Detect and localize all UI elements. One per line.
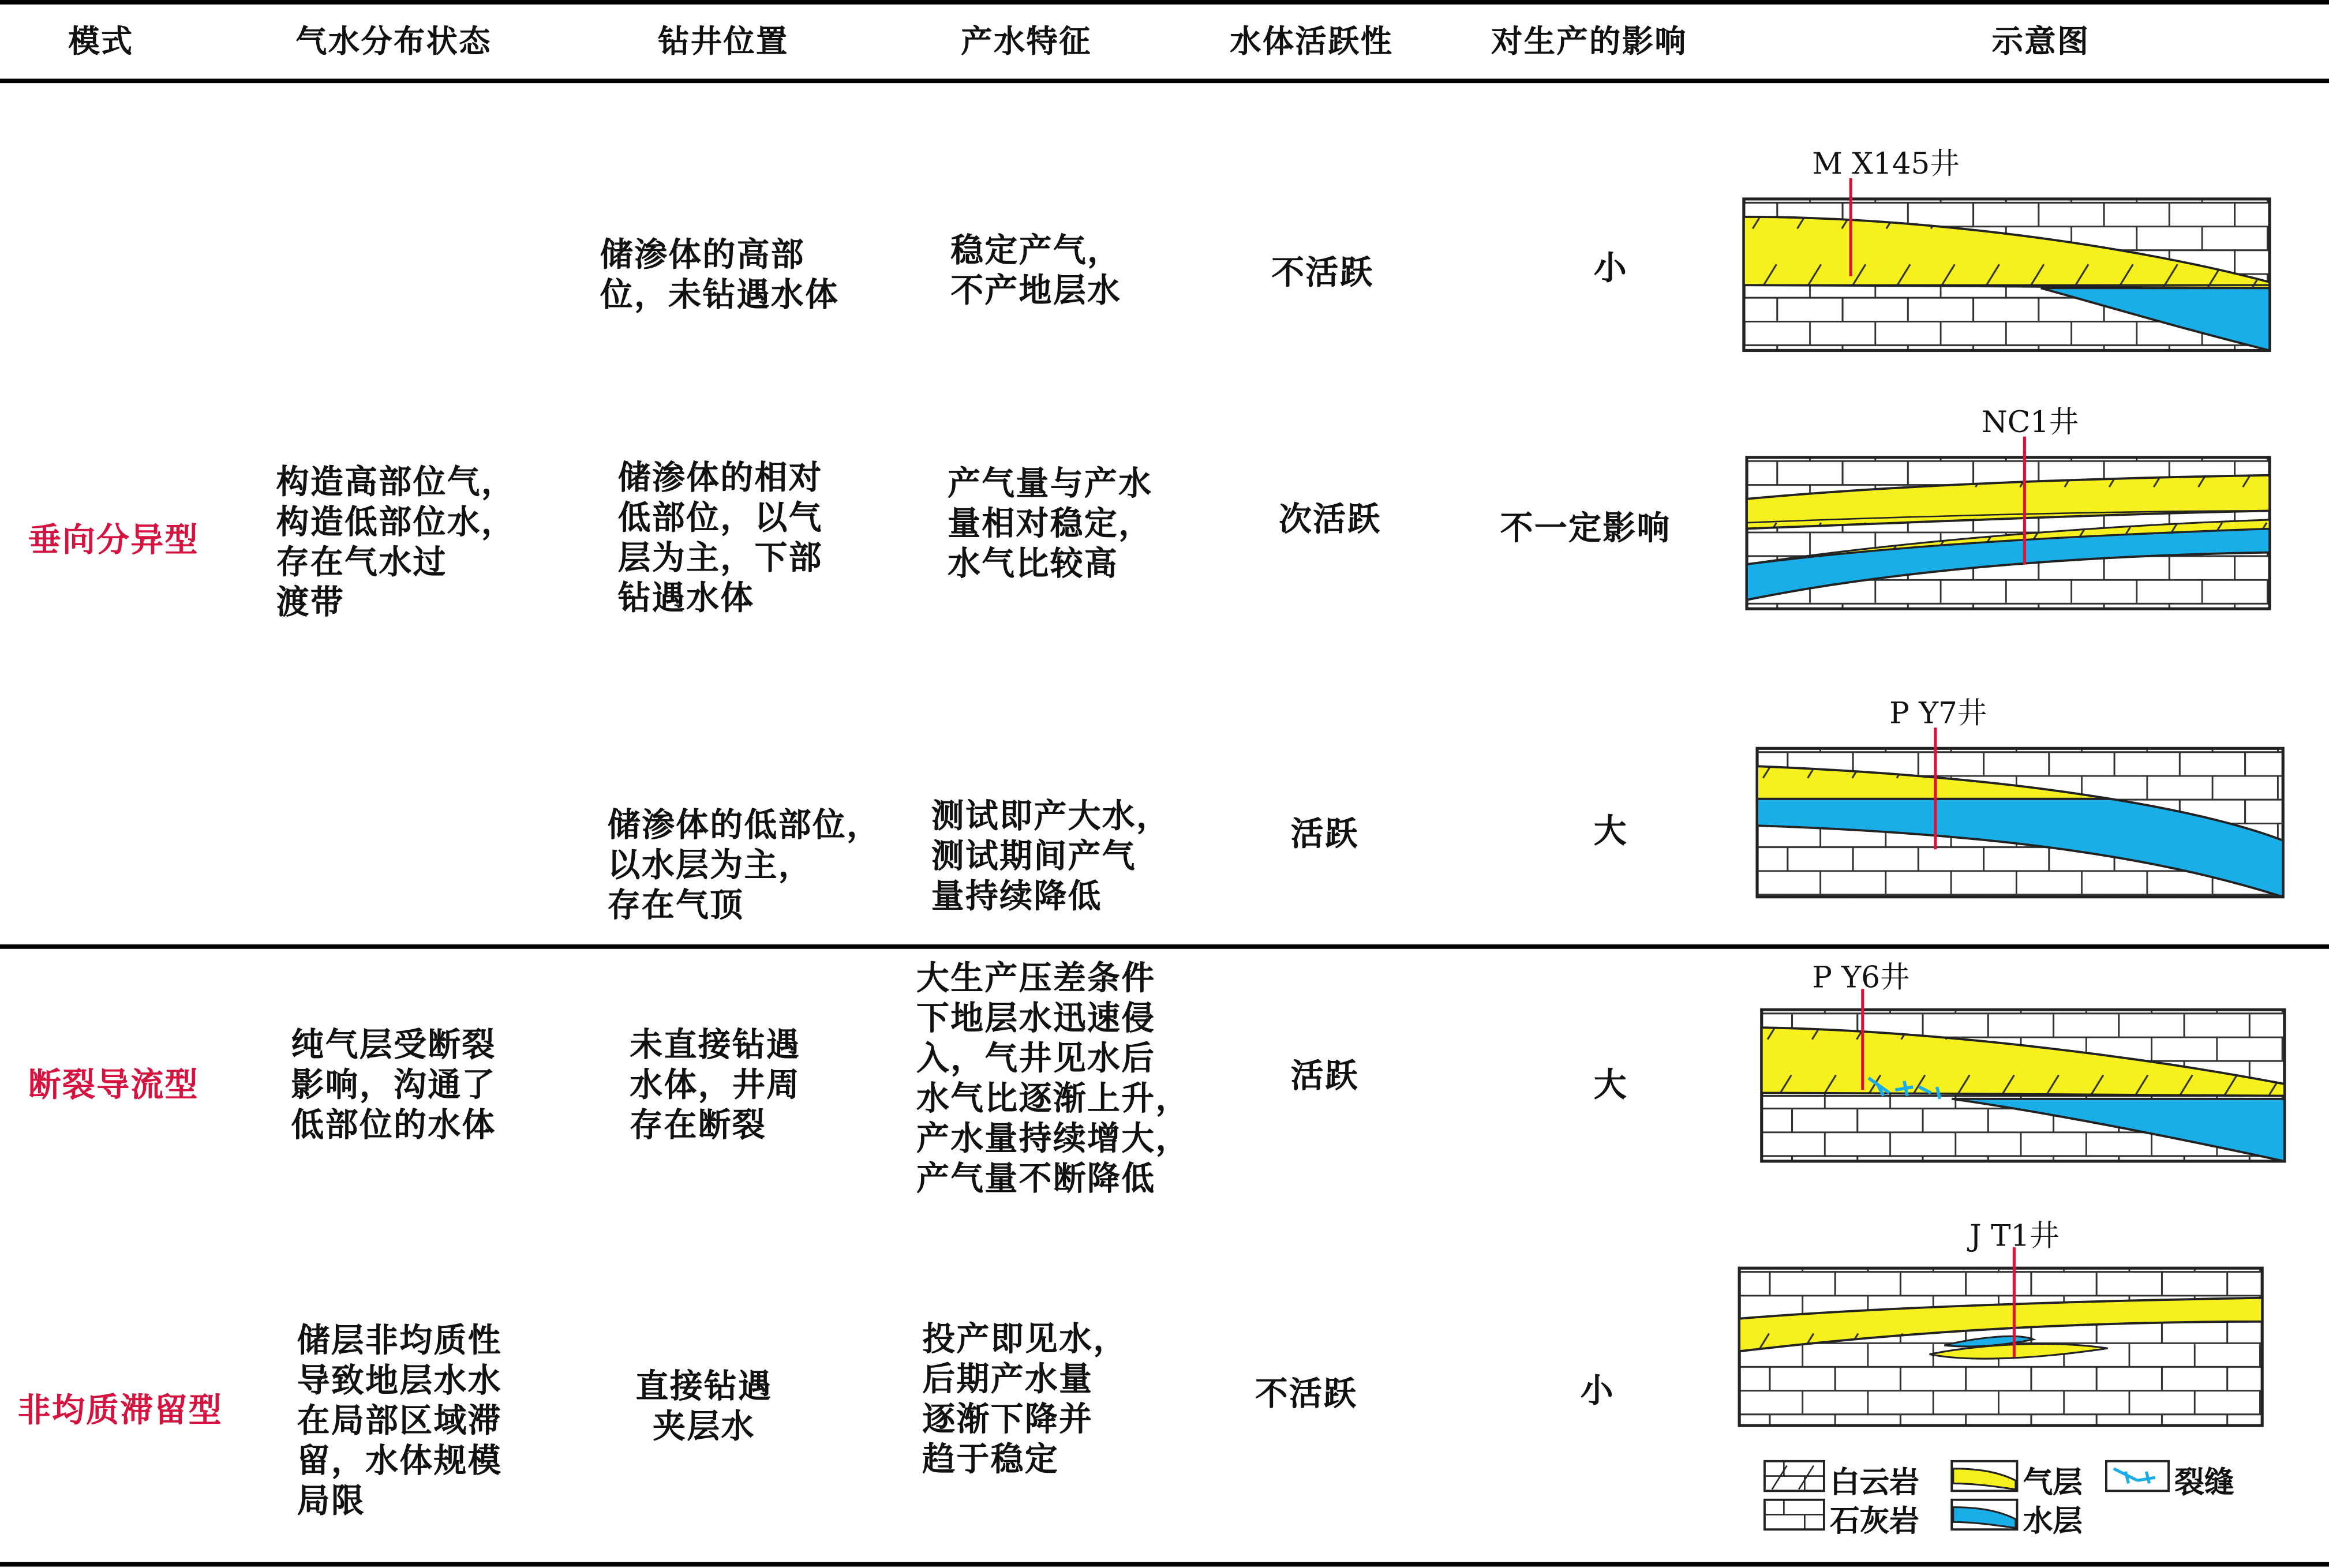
impact-1a: 小 (1593, 251, 1628, 288)
impact-1c: 大 (1593, 813, 1628, 851)
legend-limestone-swatch (1763, 1498, 1825, 1531)
header-impact: 对生产的影响 (1491, 24, 1688, 59)
well-position-heterogeneous: 直接钻遇 夹层水 (635, 1369, 773, 1447)
legend-fracture-swatch (2105, 1460, 2170, 1492)
activity-fault: 活跃 (1290, 1059, 1360, 1096)
mode-heterogeneous-retention: 非均质滞留型 (17, 1393, 223, 1430)
well-label-py6: P Y6井 (1812, 959, 1910, 995)
well-position-1a: 储渗体的高部 位，未钻遇水体 (600, 237, 840, 315)
legend-dolomite-swatch (1763, 1460, 1825, 1492)
well-position-1b: 储渗体的相对 低部位，以气 层为主，下部 钻遇水体 (617, 460, 823, 618)
well-position-fault: 未直接钻遇 水体，井周 存在断裂 (630, 1027, 801, 1145)
diagram-mx145 (1744, 178, 2272, 357)
activity-heterogeneous: 不活跃 (1255, 1376, 1358, 1414)
header-rule (0, 78, 2329, 83)
well-position-1c: 储渗体的低部位， 以水层为主， 存在气顶 (607, 808, 881, 925)
diagram-py6 (1759, 989, 2287, 1167)
well-label-mx145: M X145井 (1812, 145, 1960, 182)
diagram-jt1 (1736, 1247, 2268, 1431)
header-diagram: 示意图 (1991, 24, 2090, 59)
legend-gas-label: 气层 (2023, 1464, 2083, 1500)
impact-1b: 不一定影响 (1500, 511, 1671, 548)
header-mode: 模式 (68, 24, 134, 59)
diagram-py7 (1754, 727, 2286, 906)
legend-water-swatch (1950, 1498, 2019, 1531)
water-features-1b: 产气量与产水 量相对稳定， 水气比较高 (948, 466, 1153, 584)
legend-gas-swatch (1950, 1460, 2019, 1492)
section-rule (0, 944, 2329, 949)
impact-heterogeneous: 小 (1580, 1373, 1615, 1411)
header-activity: 水体活跃性 (1230, 24, 1394, 59)
impact-fault: 大 (1593, 1067, 1628, 1105)
distribution-fault: 纯气层受断裂 影响，沟通了 低部位的水体 (291, 1027, 496, 1145)
water-features-heterogeneous: 投产即见水， 后期产水量 逐渐下降并 趋于稳定 (922, 1321, 1128, 1479)
activity-1a: 不活跃 (1271, 255, 1374, 293)
diagram-nc1 (1744, 437, 2272, 615)
header-distribution: 气水分布状态 (295, 24, 492, 59)
distribution-vertical: 构造高部位气， 构造低部位水， 存在气水过 渡带 (276, 464, 516, 622)
well-label-nc1: NC1井 (1981, 404, 2079, 440)
activity-1c: 活跃 (1290, 816, 1360, 854)
activity-1b: 次活跃 (1279, 502, 1381, 539)
mode-vertical-differentiation: 垂向分异型 (28, 523, 199, 560)
header-well-position: 钻井位置 (658, 24, 789, 59)
legend-dolomite-label: 白云岩 (1830, 1464, 1919, 1500)
well-label-jt1: J T1井 (1969, 1217, 2060, 1254)
legend-fracture-label: 裂缝 (2174, 1464, 2234, 1500)
header-water-features: 产水特征 (961, 24, 1092, 59)
mode-fault-conduit: 断裂导流型 (28, 1067, 199, 1105)
water-features-1a: 稳定产气， 不产地层水 (950, 233, 1122, 310)
bottom-rule (0, 1562, 2329, 1567)
legend-limestone-label: 石灰岩 (1830, 1502, 1919, 1539)
top-rule (0, 0, 2329, 5)
well-label-py7: P Y7井 (1889, 695, 1987, 731)
water-features-fault: 大生产压差条件 下地层水迅速侵 入，气井见水后 水气比逐渐上升， 产水量持续增大， 产气量不断降低 (916, 961, 1190, 1199)
water-features-1c: 测试即产大水， 测试期间产气 量持续降低 (931, 798, 1171, 917)
legend-water-label: 水层 (2023, 1502, 2083, 1539)
distribution-heterogeneous: 储层非均质性 导致地层水水 在局部区域滞 留，水体规模 局限 (297, 1323, 503, 1521)
